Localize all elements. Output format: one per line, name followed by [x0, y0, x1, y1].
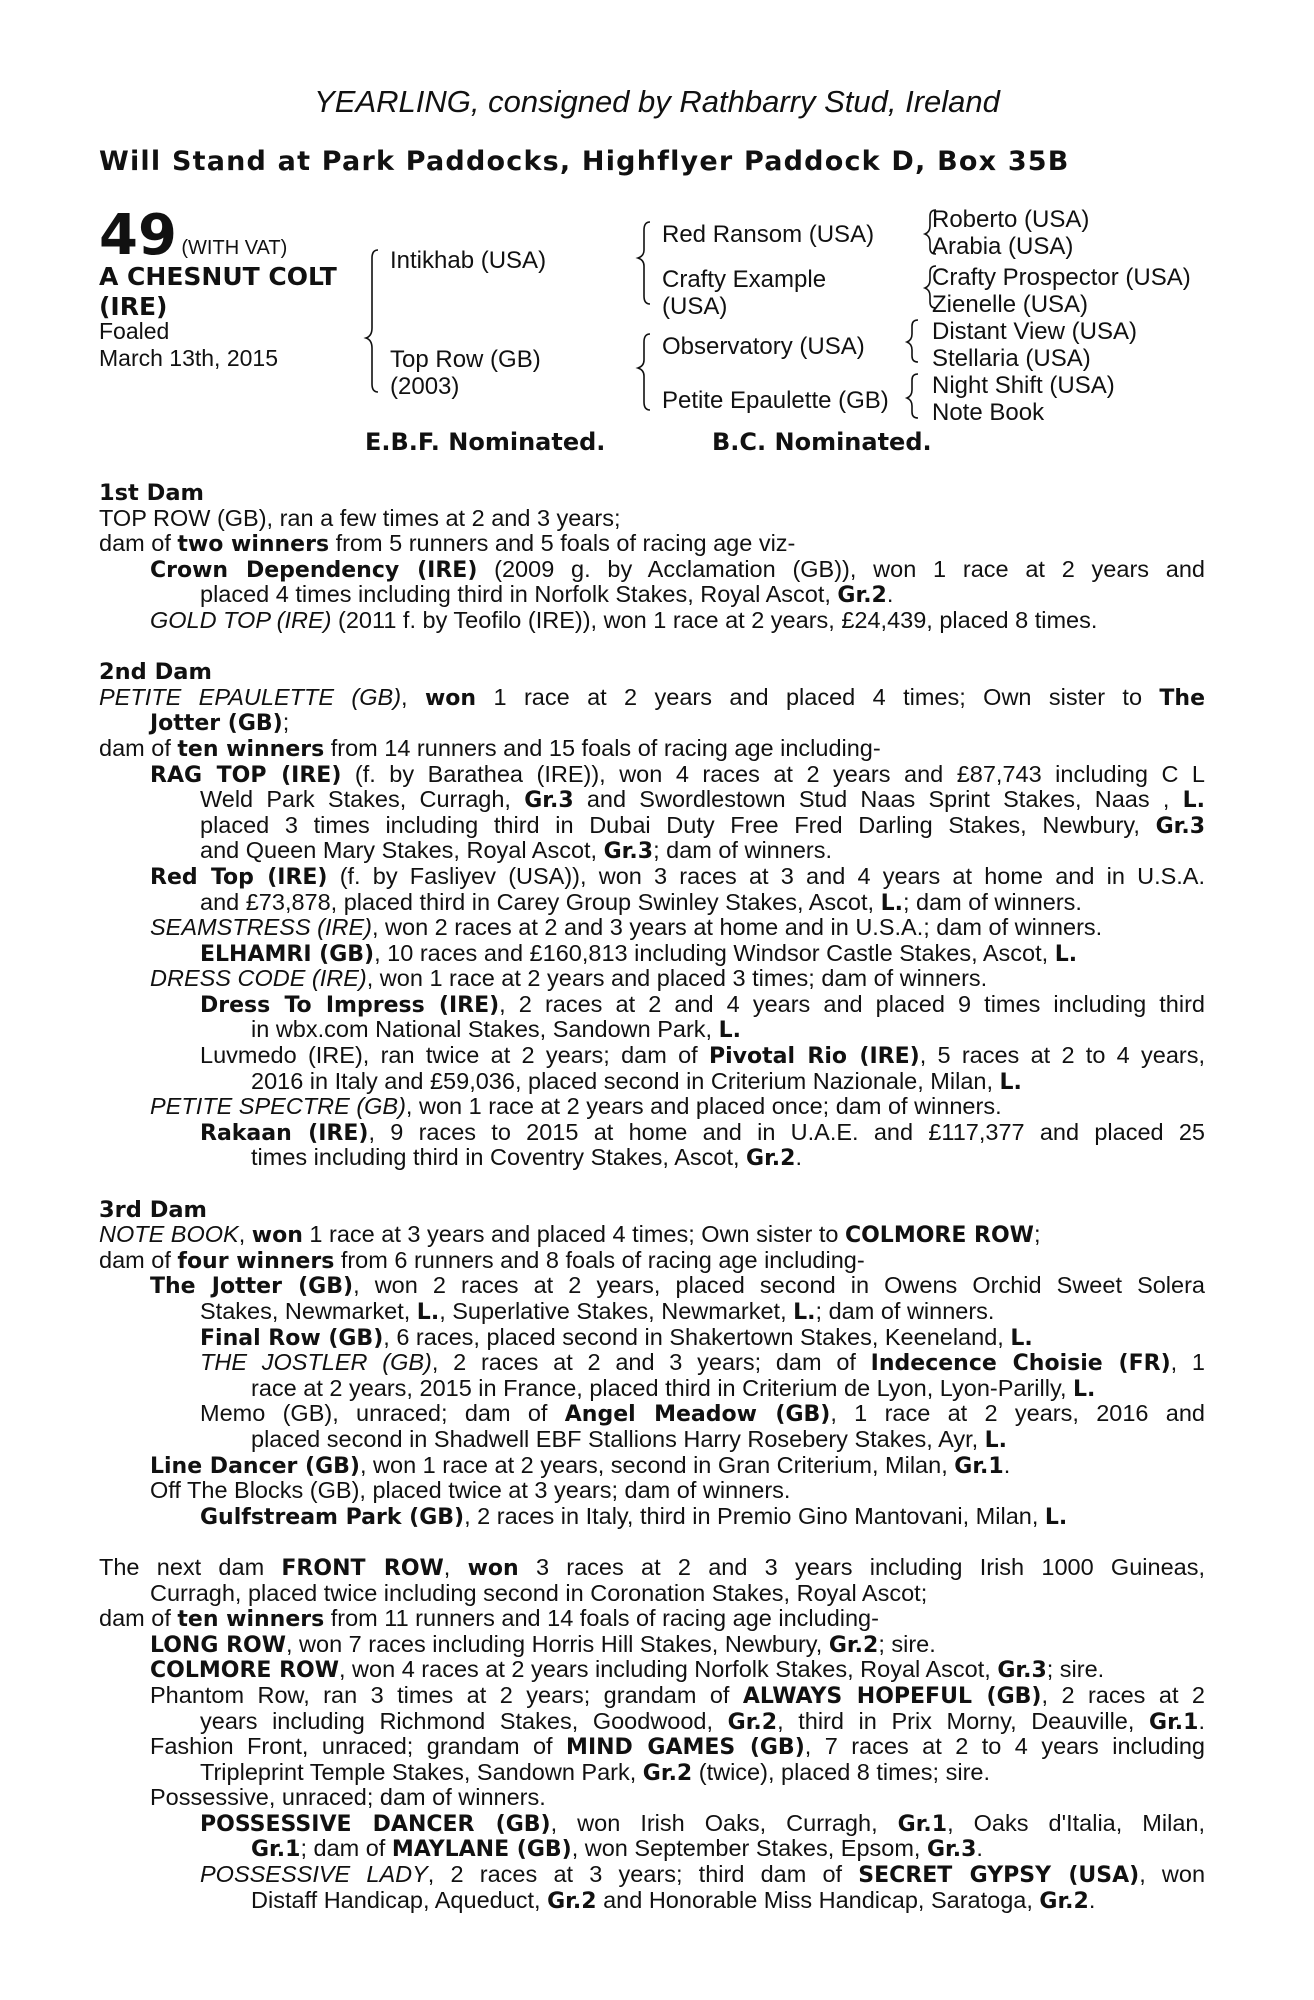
text-line — [99, 1785, 1205, 1811]
text-line — [99, 1427, 1205, 1453]
bold-run: L. — [984, 1427, 1008, 1453]
text-run: placed 4 times including third in Norfolk Stakes, Royal Ascot, — [200, 581, 838, 608]
text-run: , won 1 race at 2 years and placed 3 times; dam of winners. — [366, 965, 988, 992]
bold-run: Gr.3 — [926, 1837, 977, 1863]
text-line — [99, 1453, 1205, 1479]
section-heading-text: 2nd Dam — [99, 659, 212, 686]
text-run: 1 race at 2 years and placed 4 times; Own sister to — [476, 683, 1160, 710]
text-line — [99, 941, 1205, 967]
bold-run: L. — [718, 1018, 742, 1044]
pedigree-sire-dam-line-1: Crafty Example — [662, 266, 827, 293]
text-line — [99, 813, 1205, 839]
bold-run: Gr.2 — [727, 1709, 778, 1735]
text-line — [99, 1836, 1205, 1862]
text-run: , 1 race at 2 years, 2016 and — [830, 1400, 1206, 1427]
text-run: from 14 runners and 15 foals of racing age including- — [324, 734, 881, 761]
bold-run: ten winners — [177, 1607, 325, 1633]
bold-run: Gr.1 — [251, 1837, 301, 1863]
bold-run: RAG TOP (IRE) — [150, 762, 342, 788]
text-run: Distaff Handicap, Aqueduct, — [251, 1886, 548, 1913]
bold-run: Jotter (GB) — [150, 711, 283, 737]
text-line — [99, 1811, 1205, 1837]
italic-run: GOLD TOP (IRE) — [150, 606, 332, 633]
text-line — [99, 531, 1205, 557]
bc-nominated: B.C. Nominated. — [712, 428, 932, 456]
bold-run: MAYLANE (GB) — [391, 1837, 572, 1863]
bold-run: ten winners — [177, 736, 325, 762]
text-run: , 2 races at 3 years; third dam of — [427, 1861, 859, 1888]
text-run: ; dam of winners. — [653, 837, 832, 864]
text-line — [99, 1043, 1205, 1069]
section-heading — [99, 1197, 1205, 1223]
pedigree-sss: Roberto (USA) — [932, 206, 1090, 233]
text-run: ; dam of — [300, 1835, 392, 1862]
bold-run: Indecence Choisie (FR) — [870, 1351, 1171, 1377]
foaled-date: March 13th, 2015 — [99, 345, 279, 371]
bold-run: L. — [999, 1069, 1022, 1095]
bold-run: Gr.2 — [547, 1888, 597, 1914]
pedigree-sire-dam-line-2: (USA) — [662, 293, 728, 320]
pedigree-dam — [390, 346, 541, 400]
pedigree-sire-dam — [662, 266, 826, 320]
text-line — [99, 1222, 1205, 1248]
italic-run: DRESS CODE (IRE) — [150, 965, 367, 992]
text-run: and Queen Mary Stakes, Royal Ascot, — [200, 837, 604, 864]
text-line — [99, 557, 1205, 583]
text-run: dam of — [99, 1246, 178, 1273]
text-line — [99, 506, 1205, 532]
text-run: , 2 races in Italy, third in Premio Gino Mantovani, Milan, — [464, 1502, 1045, 1529]
bold-run: Gulfstream Park (GB) — [200, 1504, 465, 1530]
text-run: , 1 — [1170, 1349, 1205, 1376]
bold-run: L. — [416, 1300, 440, 1325]
bold-run: two winners — [177, 532, 330, 558]
text-run: . — [795, 1144, 802, 1171]
bold-run: Pivotal Rio (IRE) — [708, 1044, 920, 1070]
text-run: , 2 races at 2 — [1041, 1681, 1205, 1708]
bold-run: Rakaan (IRE) — [200, 1120, 369, 1146]
text-line — [99, 685, 1205, 711]
text-run: ; — [1033, 1221, 1041, 1248]
text-run: , won 2 races at 2 and 3 years at home and in U.S.A.; dam of winners. — [371, 914, 1103, 941]
italic-run: SEAMSTRESS (IRE) — [150, 914, 372, 941]
horse-line-1: A CHESNUT COLT — [99, 262, 337, 291]
text-run: Phantom Row, ran 3 times at 2 years; grandam of — [150, 1681, 743, 1708]
text-line — [99, 838, 1205, 864]
text-run: , 9 races to 2015 at home and in U.A.E. and £117,377 and placed 25 — [368, 1118, 1205, 1145]
pedigree-dam-year: (2003) — [390, 373, 460, 400]
text-run: , Superlative Stakes, Newmarket, — [439, 1298, 794, 1324]
bold-run: The — [1159, 685, 1206, 711]
text-line — [99, 1888, 1205, 1914]
bold-run: COLMORE ROW — [844, 1223, 1034, 1249]
bold-run: Gr.2 — [837, 583, 887, 609]
text-line — [99, 1709, 1205, 1735]
text-line — [99, 608, 1205, 634]
bold-run: Final Row (GB) — [200, 1325, 384, 1351]
text-run: (2011 f. by Teofilo (IRE)), won 1 race at 2 years, £24,439, placed 8 times. — [331, 606, 1098, 633]
text-run: (2009 g. by Acclamation (GB)), won 1 race at 2 years and — [477, 555, 1205, 582]
text-run: placed second in Shadwell EBF Stallions Harry Rosebery Stakes, Ayr, — [251, 1425, 985, 1452]
bold-run: Gr.2 — [828, 1632, 879, 1658]
italic-run: PETITE SPECTRE (GB) — [150, 1093, 406, 1120]
bold-run: FRONT ROW — [281, 1555, 444, 1581]
bold-run: Gr.2 — [1039, 1888, 1089, 1914]
text-run: ; sire. — [1046, 1656, 1105, 1683]
text-run: 1 race at 3 years and placed 4 times; Own sister to — [302, 1221, 845, 1248]
bold-run: SECRET GYPSY (USA) — [858, 1863, 1140, 1889]
text-line — [99, 762, 1205, 788]
bold-run: Gr.3 — [603, 839, 654, 865]
text-run: dam of — [99, 1605, 178, 1632]
text-run: , 7 races at 2 to 4 years including — [804, 1733, 1205, 1760]
text-line — [99, 1017, 1205, 1043]
text-run: , Oaks d'Italia, Milan, — [947, 1809, 1205, 1836]
text-line — [99, 864, 1205, 890]
bold-run: Angel Meadow (GB) — [564, 1402, 831, 1428]
bold-run: LONG ROW — [150, 1632, 286, 1658]
text-run: ; sire. — [878, 1630, 936, 1657]
text-line — [99, 1504, 1205, 1530]
text-line — [99, 1069, 1205, 1095]
text-run: (f. by Fasliyev (USA)), won 3 races at 3 and 4 years at home and in U.S.A. — [327, 862, 1206, 889]
text-run: from 6 runners and 8 foals of racing age including- — [334, 1246, 865, 1273]
bold-run: L. — [1054, 941, 1078, 967]
text-run: , won 4 races at 2 years including Norfolk Stakes, Royal Ascot, — [339, 1656, 998, 1683]
text-run: Possessive, unraced; dam of winners. — [150, 1784, 546, 1811]
pedigree-dam-sire: Observatory (USA) — [662, 333, 865, 360]
text-line — [99, 1734, 1205, 1760]
text-run: Off The Blocks (GB), placed twice at 3 years; dam of winners. — [150, 1477, 791, 1504]
bold-run: L. — [1010, 1325, 1033, 1351]
text-run: , won 1 race at 2 years and placed once; dam of winners. — [405, 1093, 1002, 1120]
text-line — [99, 1478, 1205, 1504]
text-run: Luvmedo (IRE), ran twice at 2 years; dam of — [200, 1042, 709, 1069]
text-line — [99, 736, 1205, 762]
bold-run: won — [251, 1223, 303, 1249]
text-run: , 5 races at 2 to 4 years, — [919, 1042, 1205, 1069]
text-run: , won 7 races including Horris Hill Stakes, Newbury, — [285, 1630, 829, 1657]
foaled-label: Foaled — [99, 318, 170, 344]
text-run: from 11 runners and 14 foals of racing age including- — [324, 1605, 879, 1632]
text-line — [99, 1555, 1205, 1581]
text-line — [99, 1581, 1205, 1607]
pedigree-dds: Night Shift (USA) — [932, 372, 1115, 399]
bold-run: L. — [880, 890, 903, 916]
text-line — [99, 1376, 1205, 1402]
pedigree-sire-sire: Red Ransom (USA) — [662, 221, 875, 248]
text-run: (twice), placed 8 times; sire. — [692, 1758, 990, 1785]
text-run: Curragh, placed twice including second in Coronation Stakes, Royal Ascot; — [150, 1579, 928, 1606]
dam-history — [99, 480, 1205, 1913]
page-title: YEARLING, consigned by Rathbarry Stud, Ireland — [314, 84, 1000, 119]
text-run: , won 2 races at 2 years, placed second in Owens Orchid Sweet Solera — [353, 1272, 1205, 1299]
bold-run: Gr.2 — [642, 1760, 693, 1786]
bold-run: COLMORE ROW — [150, 1658, 339, 1684]
text-run: . — [886, 581, 894, 608]
bold-run: Gr.3 — [997, 1658, 1047, 1684]
text-line — [99, 582, 1205, 608]
ebf-nominated: E.B.F. Nominated. — [365, 428, 606, 456]
pedigree-dss: Distant View (USA) — [932, 318, 1137, 345]
text-line — [99, 1120, 1205, 1146]
text-run: ; — [282, 709, 290, 736]
text-run: 3 races at 2 and 3 years including Irish 1000 Guineas, — [518, 1553, 1205, 1580]
text-line — [99, 966, 1205, 992]
pedigree-sdd: Zienelle (USA) — [932, 291, 1089, 318]
text-run: , 10 races and £160,813 including Windsor Castle Stakes, Ascot, — [374, 939, 1055, 966]
text-run: TOP ROW (GB), ran a few times at 2 and 3 years; — [99, 504, 621, 531]
italic-run: PETITE EPAULETTE (GB) — [99, 683, 402, 710]
bold-run: MIND GAMES (GB) — [566, 1735, 805, 1761]
italic-run: NOTE BOOK — [99, 1221, 239, 1248]
text-run: from 5 runners and 5 foals of racing age viz- — [329, 530, 796, 557]
lot-vat: (WITH VAT) — [181, 237, 288, 259]
text-line — [99, 1606, 1205, 1632]
text-run: . — [1088, 1886, 1096, 1913]
text-run: Fashion Front, unraced; grandam of — [150, 1733, 567, 1760]
pedigree-dsd: Stellaria (USA) — [932, 345, 1091, 372]
text-line — [99, 1350, 1205, 1376]
horse-line-2: (IRE) — [99, 292, 168, 321]
text-run: . — [1198, 1707, 1205, 1734]
text-line — [99, 890, 1205, 916]
text-run: and Honorable Miss Handicap, Saratoga, — [596, 1886, 1040, 1913]
section-gap — [99, 634, 1205, 660]
section-gap — [99, 1171, 1205, 1197]
location-line: Will Stand at Park Paddocks, Highflyer Paddock D, Box 35B — [99, 146, 1070, 177]
bold-run: POSSESSIVE DANCER (GB) — [200, 1811, 551, 1837]
bold-run: ELHAMRI (GB) — [200, 941, 375, 967]
text-line — [99, 1299, 1205, 1325]
text-run: and Swordlestown Stud Naas Sprint Stakes, Naas , — [573, 786, 1183, 813]
pedigree-dam-dam: Petite Epaulette (GB) — [662, 387, 889, 414]
text-line — [99, 787, 1205, 813]
bold-run: Gr.2 — [746, 1146, 796, 1172]
text-line — [99, 1657, 1205, 1683]
text-run: , — [443, 1553, 468, 1580]
bold-run: Gr.3 — [524, 788, 574, 814]
pedigree-ssd: Arabia (USA) — [932, 233, 1074, 260]
text-run: (f. by Barathea (IRE)), won 4 races at 2 years and £87,743 including C L — [341, 760, 1205, 787]
bold-run: ALWAYS HOPEFUL (GB) — [742, 1683, 1042, 1709]
text-run: , won — [1139, 1861, 1206, 1888]
pedigree-sire: Intikhab (USA) — [390, 247, 547, 274]
text-run: placed 3 times including third in Dubai Duty Free Fred Darling Stakes, Newbury, — [200, 811, 1156, 838]
bold-run: Line Dancer (GB) — [150, 1453, 360, 1479]
bold-run: Gr.1 — [954, 1453, 1004, 1479]
bold-run: L. — [1073, 1376, 1096, 1402]
text-line — [99, 915, 1205, 941]
text-line — [99, 1094, 1205, 1120]
text-line — [99, 1248, 1205, 1274]
text-run: years including Richmond Stakes, Goodwood, — [200, 1707, 728, 1734]
text-run: . — [976, 1835, 983, 1862]
bold-run: four winners — [177, 1248, 335, 1274]
lot-number: 49 — [99, 203, 177, 268]
bold-run: won — [424, 685, 477, 711]
text-run: , won 1 race at 2 years, second in Gran Criterium, Milan, — [359, 1451, 955, 1478]
bold-run: Red Top (IRE) — [150, 864, 328, 890]
text-line — [99, 710, 1205, 736]
text-line — [99, 1273, 1205, 1299]
text-run: dam of — [99, 530, 178, 557]
text-line — [99, 1862, 1205, 1888]
bold-run: Dress To Impress (IRE) — [200, 992, 500, 1018]
text-run: race at 2 years, 2015 in France, placed third in Criterium de Lyon, Lyon-Parilly, — [251, 1374, 1074, 1401]
pedigree-brackets — [0, 0, 1314, 480]
text-run: , 6 races, placed second in Shakertown Stakes, Keeneland, — [383, 1323, 1011, 1350]
text-line — [99, 1145, 1205, 1171]
text-run: The next dam — [99, 1553, 282, 1580]
bold-run: The Jotter (GB) — [150, 1274, 354, 1300]
text-run: ; dam of winners. — [902, 888, 1082, 915]
text-run: Stakes, Newmarket, — [200, 1298, 417, 1324]
text-run: Memo (GB), unraced; dam of — [200, 1400, 565, 1427]
text-line — [99, 1760, 1205, 1786]
bold-run: Gr.1 — [1149, 1709, 1199, 1735]
section-heading-text: 3rd Dam — [99, 1196, 207, 1223]
section-gap — [99, 1529, 1205, 1555]
text-run: , won September Stakes, Epsom, — [571, 1835, 927, 1862]
text-line — [99, 1632, 1205, 1658]
text-run: . — [1003, 1451, 1011, 1478]
text-line — [99, 1401, 1205, 1427]
text-run: Weld Park Stakes, Curragh, — [200, 786, 525, 813]
text-run: , third in Prix Morny, Deauville, — [777, 1707, 1150, 1734]
text-run: dam of — [99, 734, 178, 761]
bold-run: L. — [793, 1300, 816, 1325]
pedigree-sds: Crafty Prospector (USA) — [932, 264, 1191, 291]
bold-run: L. — [1182, 788, 1205, 814]
text-run: 2016 in Italy and £59,036, placed second in Criterium Nazionale, Milan, — [251, 1067, 1000, 1094]
text-line — [99, 1683, 1205, 1709]
bold-run: Gr.3 — [1155, 813, 1205, 839]
text-line — [99, 992, 1205, 1018]
text-run: , 2 races at 2 and 3 years; dam of — [431, 1349, 871, 1376]
pedigree-ddd: Note Book — [932, 399, 1045, 426]
text-run: , 2 races at 2 and 4 years and placed 9 times including third — [499, 990, 1205, 1017]
section-heading — [99, 659, 1205, 685]
section-heading-text: 1st Dam — [99, 480, 204, 506]
text-run: in wbx.com National Stakes, Sandown Park, — [251, 1016, 719, 1043]
text-run: times including third in Coventry Stakes, Ascot, — [251, 1144, 747, 1171]
bold-run: won — [467, 1555, 519, 1581]
text-run: , — [238, 1221, 252, 1248]
italic-run: THE JOSTLER (GB) — [200, 1349, 432, 1376]
bold-run: Gr.1 — [897, 1811, 948, 1837]
bold-run: Crown Dependency (IRE) — [150, 557, 478, 583]
italic-run: POSSESSIVE LADY — [200, 1861, 428, 1888]
bold-run: L. — [1044, 1504, 1068, 1530]
text-run: and £73,878, placed third in Carey Group Swinley Stakes, Ascot, — [200, 888, 881, 915]
text-line — [99, 1325, 1205, 1351]
text-run: , — [401, 683, 425, 710]
section-heading — [99, 480, 1205, 506]
pedigree-dam-name: Top Row (GB) — [390, 346, 541, 373]
text-run: Tripleprint Temple Stakes, Sandown Park, — [200, 1758, 643, 1785]
text-run: ; dam of winners. — [815, 1298, 995, 1324]
text-run: , won Irish Oaks, Curragh, — [550, 1809, 898, 1836]
